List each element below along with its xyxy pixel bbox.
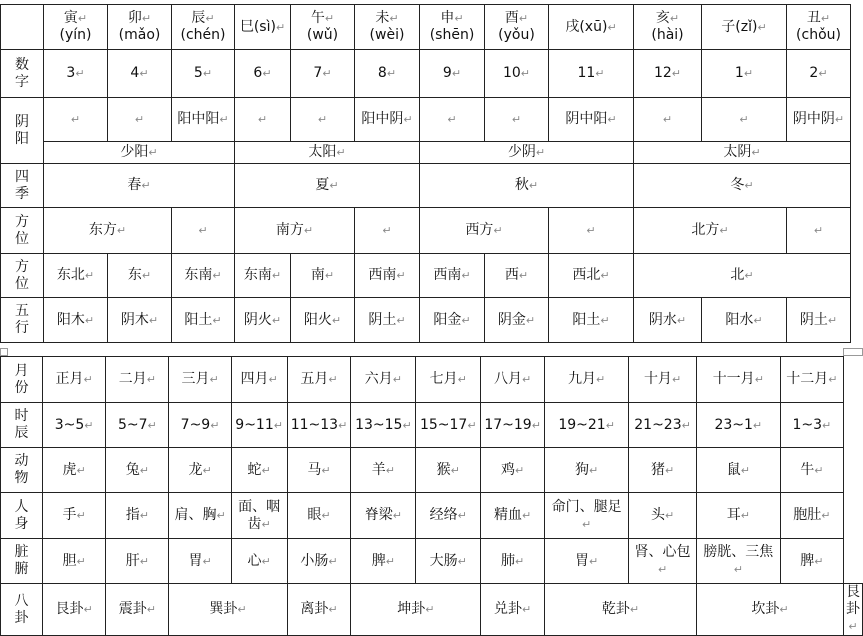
yinyang-cell: ↵ [420, 98, 485, 142]
hour-cell: 3~5↵ [43, 403, 106, 448]
month-cell: 正月↵ [43, 357, 106, 403]
direction-cell: 东南↵ [172, 254, 235, 298]
body-cell: 耳↵ [696, 493, 780, 539]
page-break-marker-left [0, 348, 8, 356]
body-cell: 手↵ [43, 493, 106, 539]
yinyang-row [1, 98, 851, 142]
direction-label-2: 方 位 [1, 254, 44, 298]
body-cell: 脊梁↵ [351, 493, 416, 539]
organ-cell: 胃↵ [169, 539, 231, 584]
body-cell: 面、咽齿↵ [231, 493, 287, 539]
organ-cell: 脾↵ [351, 539, 416, 584]
number-cell: 6↵ [235, 50, 291, 98]
month-cell: 十一月↵ [696, 357, 780, 403]
yinyang-cell: 阴中阴↵ [787, 98, 851, 142]
body-cell: 胞肚↵ [780, 493, 843, 539]
month-cell: 九月↵ [545, 357, 629, 403]
number-cell: 1↵ [702, 50, 787, 98]
organ-cell: 肝↵ [106, 539, 169, 584]
wuxing-label: 五 行 [1, 298, 44, 343]
number-cell: 12↵ [634, 50, 702, 98]
animal-cell: 鸡↵ [481, 448, 545, 493]
month-label: 月 份 [1, 357, 43, 403]
bagua-cell: 坤卦↵ [351, 584, 481, 636]
branch-header-shen: 申↵ (shēn) [420, 5, 485, 50]
number-cell: 4↵ [108, 50, 172, 98]
season-cell: 秋↵ [420, 164, 634, 208]
branch-header-chen: 辰↵ (chén) [172, 5, 235, 50]
month-cell: 十月↵ [629, 357, 697, 403]
bagua-cell: 兑卦↵ [481, 584, 545, 636]
organ-cell: 肾、心包↵ [629, 539, 697, 584]
yinyang-cell: ↵ [108, 98, 172, 142]
season-cell: 春↵ [44, 164, 235, 208]
direction-cell: 西南↵ [420, 254, 485, 298]
month-cell: 六月↵ [351, 357, 416, 403]
number-cell: 5↵ [172, 50, 235, 98]
yinyang-cell: ↵ [702, 98, 787, 142]
body-cell: 精血↵ [481, 493, 545, 539]
direction-label-1: 方 位 [1, 208, 44, 254]
bagua-cell: 巽卦↵ [169, 584, 287, 636]
direction-cell: 南↵ [291, 254, 355, 298]
hour-cell: 9~11↵ [231, 403, 287, 448]
season-row [1, 164, 851, 208]
number-row [1, 50, 851, 98]
organ-cell: 胆↵ [43, 539, 106, 584]
branch-header-hai: 亥↵ (hài) [634, 5, 702, 50]
month-cell: 五月↵ [287, 357, 351, 403]
season-cell: 夏↵ [235, 164, 420, 208]
branch-header-wu: 午↵ (wǔ) [291, 5, 355, 50]
body-label: 人 身 [1, 493, 43, 539]
body-row [1, 493, 863, 539]
hour-cell: 19~21↵ [545, 403, 629, 448]
branch-header-si: 巳(sì)↵ [235, 5, 291, 50]
bagua-cell: 离卦↵ [287, 584, 351, 636]
direction-cell: 西南↵ [355, 254, 420, 298]
wuxing-row [1, 298, 851, 343]
animal-label: 动 物 [1, 448, 43, 493]
direction-row-1 [1, 208, 851, 254]
yinyang-cell: 阳中阴↵ [355, 98, 420, 142]
branch-header-wei: 未↵ (wèi) [355, 5, 420, 50]
animal-cell: 鼠↵ [696, 448, 780, 493]
animal-cell: 猴↵ [416, 448, 481, 493]
body-cell: 指↵ [106, 493, 169, 539]
direction-cell: ↵ [172, 208, 235, 254]
bagua-cell: 艮卦↵ [844, 584, 863, 636]
yinyang-cell: ↵ [44, 98, 108, 142]
hour-cell: 15~17↵ [416, 403, 481, 448]
branch-header-xu: 戌(xū)↵ [549, 5, 634, 50]
organ-cell: 脾↵ [780, 539, 843, 584]
organ-cell: 小肠↵ [287, 539, 351, 584]
body-cell: 头↵ [629, 493, 697, 539]
yinyang-cell: ↵ [485, 98, 549, 142]
animal-cell: 蛇↵ [231, 448, 287, 493]
direction-cell: ↵ [787, 208, 851, 254]
number-cell: 2↵ [787, 50, 851, 98]
yinyang-group-cell: 少阴↵ [420, 142, 634, 164]
yinyang-cell: 阳中阳↵ [172, 98, 235, 142]
branch-header-mao: 卯↵ (mǎo) [108, 5, 172, 50]
bagua-cell: 坎卦↵ [696, 584, 843, 636]
wuxing-cell: 阴土↵ [787, 298, 851, 343]
bagua-cell: 震卦↵ [106, 584, 169, 636]
wuxing-cell: 阴火↵ [235, 298, 291, 343]
branch-table-upper [0, 4, 851, 343]
bagua-cell: 乾卦↵ [545, 584, 697, 636]
wuxing-cell: 阳火↵ [291, 298, 355, 343]
branch-header-zi: 子(zǐ)↵ [702, 5, 787, 50]
direction-cell: 南方↵ [235, 208, 355, 254]
wuxing-cell: 阴金↵ [485, 298, 549, 343]
month-cell: 四月↵ [231, 357, 287, 403]
wuxing-cell: 阳土↵ [549, 298, 634, 343]
yinyang-cell: ↵ [291, 98, 355, 142]
number-cell: 3↵ [44, 50, 108, 98]
animal-cell: 龙↵ [169, 448, 231, 493]
hour-cell: 1~3↵ [780, 403, 843, 448]
wuxing-cell: 阴木↵ [108, 298, 172, 343]
hour-cell: 21~23↵ [629, 403, 697, 448]
month-cell: 七月↵ [416, 357, 481, 403]
month-cell: 三月↵ [169, 357, 231, 403]
direction-cell: 西方↵ [420, 208, 549, 254]
direction-cell: 北↵ [634, 254, 851, 298]
direction-cell: 北方↵ [634, 208, 787, 254]
month-cell: 二月↵ [106, 357, 169, 403]
month-cell: 十二月↵ [780, 357, 843, 403]
wuxing-cell: 阳水↵ [702, 298, 787, 343]
organ-row [1, 539, 863, 584]
yinyang-group-cell: 太阴↵ [634, 142, 851, 164]
month-row [1, 357, 863, 403]
shichen-label: 时 辰 [1, 403, 43, 448]
hour-cell: 7~9↵ [169, 403, 231, 448]
bagua-row [1, 584, 863, 636]
direction-cell: 西↵ [485, 254, 549, 298]
direction-cell: 东↵ [108, 254, 172, 298]
direction-cell: ↵ [355, 208, 420, 254]
branch-table-lower [0, 356, 863, 636]
direction-cell: 西北↵ [549, 254, 634, 298]
animal-cell: 马↵ [287, 448, 351, 493]
body-cell: 命门、腿足↵ [545, 493, 629, 539]
animal-cell: 牛↵ [780, 448, 843, 493]
number-cell: 11↵ [549, 50, 634, 98]
yinyang-group-cell: 太阳↵ [235, 142, 420, 164]
branch-header-chou: 丑↵ (chǒu) [787, 5, 851, 50]
number-cell: 7↵ [291, 50, 355, 98]
organ-cell: 心↵ [231, 539, 287, 584]
wuxing-cell: 阳木↵ [44, 298, 108, 343]
yinyang-cell: ↵ [235, 98, 291, 142]
direction-cell: 东方↵ [44, 208, 172, 254]
hour-cell: 11~13↵ [287, 403, 351, 448]
direction-row-2 [1, 254, 851, 298]
direction-cell: 东北↵ [44, 254, 108, 298]
animal-cell: 兔↵ [106, 448, 169, 493]
organ-cell: 膀胱、三焦↵ [696, 539, 780, 584]
header-row [1, 5, 851, 50]
direction-cell: 东南↵ [235, 254, 291, 298]
body-cell: 眼↵ [287, 493, 351, 539]
body-cell: 肩、胸↵ [169, 493, 231, 539]
month-cell: 八月↵ [481, 357, 545, 403]
yinyang-cell: 阴中阳↵ [549, 98, 634, 142]
animal-cell: 猪↵ [629, 448, 697, 493]
organ-cell: 胃↵ [545, 539, 629, 584]
animal-cell: 狗↵ [545, 448, 629, 493]
season-label: 四 季 [1, 164, 44, 208]
animal-cell: 虎↵ [43, 448, 106, 493]
number-label: 数 字 [1, 50, 44, 98]
bagua-cell: 艮卦↵ [43, 584, 106, 636]
number-cell: 9↵ [420, 50, 485, 98]
organ-cell: 大肠↵ [416, 539, 481, 584]
shichen-row [1, 403, 863, 448]
organ-cell: 肺↵ [481, 539, 545, 584]
animal-cell: 羊↵ [351, 448, 416, 493]
number-cell: 10↵ [485, 50, 549, 98]
bagua-label: 八 卦 [1, 584, 43, 636]
yinyang-group-row [1, 142, 851, 164]
branch-header-you: 酉↵ (yǒu) [485, 5, 549, 50]
branch-header-yin: 寅↵ (yín) [44, 5, 108, 50]
hour-cell: 5~7↵ [106, 403, 169, 448]
direction-cell: ↵ [549, 208, 634, 254]
hour-cell: 17~19↵ [481, 403, 545, 448]
season-cell: 冬↵ [634, 164, 851, 208]
yinyang-group-cell: 少阳↵ [44, 142, 235, 164]
yinyang-cell: ↵ [634, 98, 702, 142]
animal-row [1, 448, 863, 493]
hour-cell: 13~15↵ [351, 403, 416, 448]
wuxing-cell: 阴水↵ [634, 298, 702, 343]
number-cell: 8↵ [355, 50, 420, 98]
hour-cell: 23~1↵ [696, 403, 780, 448]
wuxing-cell: 阳金↵ [420, 298, 485, 343]
wuxing-cell: 阴土↵ [355, 298, 420, 343]
wuxing-cell: 阳土↵ [172, 298, 235, 343]
body-cell: 经络↵ [416, 493, 481, 539]
corner-cell [1, 5, 44, 50]
yinyang-label: 阴 阳 [1, 98, 44, 164]
page-break-marker-right [843, 348, 863, 356]
organ-label: 脏 腑 [1, 539, 43, 584]
